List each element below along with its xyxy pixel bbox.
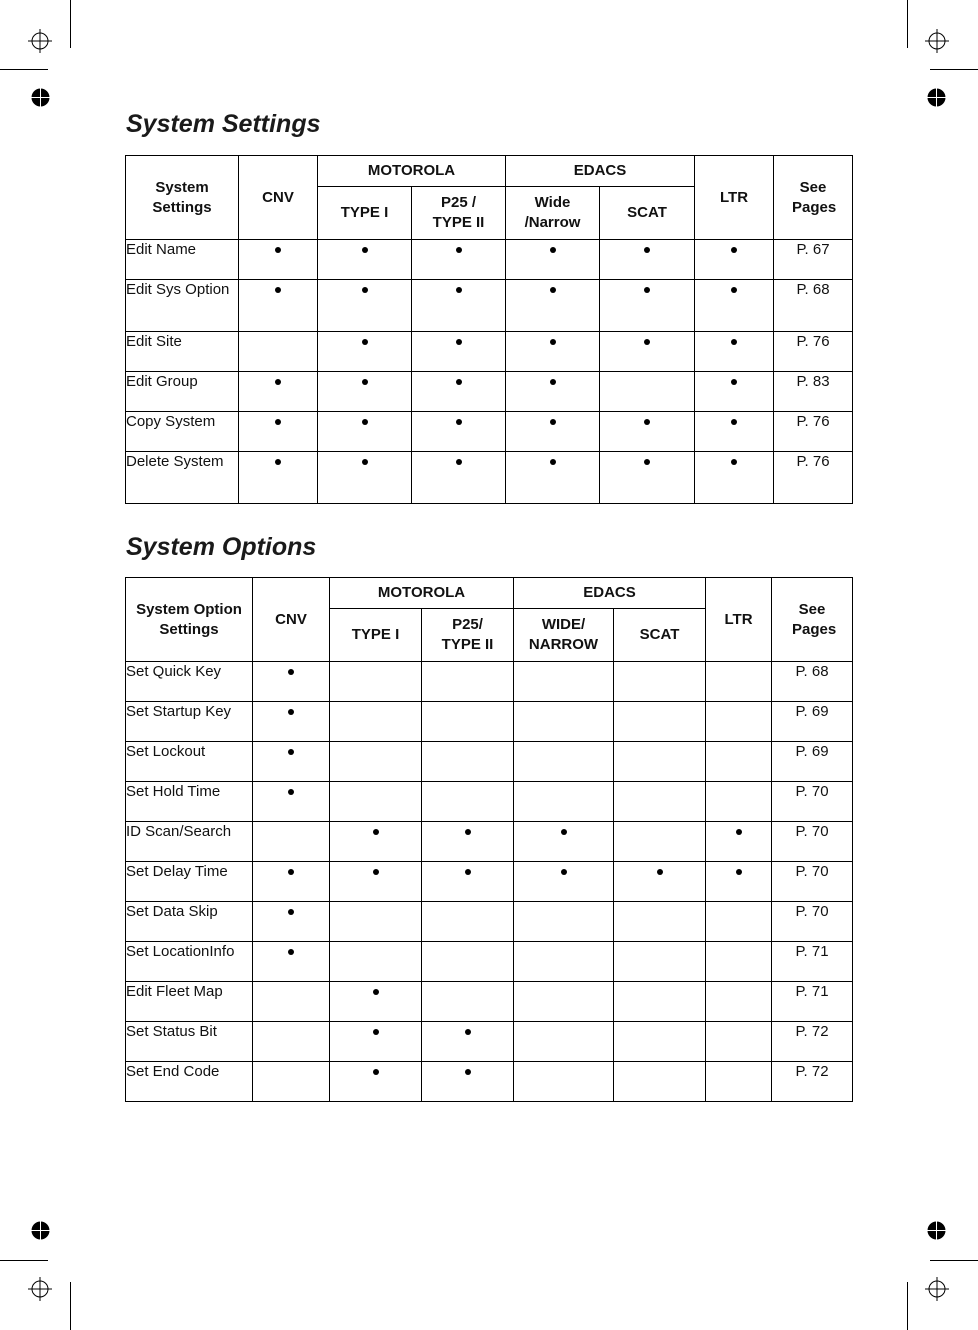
row-label: Set Delay Time	[126, 862, 253, 902]
header-edacs: EDACS	[506, 156, 695, 187]
row-label: Edit Name	[126, 240, 239, 280]
support-cell	[412, 240, 506, 280]
table-row	[126, 942, 853, 982]
header-cnv: CNV	[239, 156, 318, 240]
table-row	[126, 902, 853, 942]
support-cell	[506, 280, 600, 332]
support-cell	[239, 452, 318, 504]
header-ltr: LTR	[695, 156, 774, 240]
support-cell	[514, 1062, 614, 1102]
supported-dot-icon	[550, 419, 556, 425]
supported-dot-icon	[362, 379, 368, 385]
header-p25-type-2: P25 / TYPE II	[412, 187, 506, 240]
supported-dot-icon	[465, 1029, 471, 1035]
support-cell	[318, 372, 412, 412]
supported-dot-icon	[456, 419, 462, 425]
support-cell	[506, 332, 600, 372]
support-cell	[422, 662, 514, 702]
header-system-settings: System Settings	[126, 156, 239, 240]
support-cell	[600, 240, 695, 280]
row-label: Edit Site	[126, 332, 239, 372]
header-motorola: MOTOROLA	[318, 156, 506, 187]
page-reference: P. 76	[774, 332, 853, 372]
support-cell	[514, 742, 614, 782]
page-reference: P. 76	[774, 412, 853, 452]
support-cell	[422, 1022, 514, 1062]
page-reference: P. 72	[772, 1022, 853, 1062]
page-reference: P. 70	[772, 782, 853, 822]
supported-dot-icon	[456, 247, 462, 253]
table-row	[126, 702, 853, 742]
support-cell	[695, 412, 774, 452]
supported-dot-icon	[550, 339, 556, 345]
support-cell	[706, 942, 772, 982]
page-reference: P. 70	[772, 902, 853, 942]
support-cell	[253, 902, 330, 942]
support-cell	[614, 662, 706, 702]
supported-dot-icon	[644, 459, 650, 465]
support-cell	[706, 662, 772, 702]
support-cell	[514, 902, 614, 942]
table-row	[126, 1022, 853, 1062]
support-cell	[330, 1022, 422, 1062]
support-cell	[253, 782, 330, 822]
support-cell	[422, 862, 514, 902]
support-cell	[330, 982, 422, 1022]
registration-dot-icon	[31, 88, 50, 107]
supported-dot-icon	[550, 459, 556, 465]
support-cell	[239, 412, 318, 452]
support-cell	[330, 902, 422, 942]
row-label: Set LocationInfo	[126, 942, 253, 982]
support-cell	[514, 1022, 614, 1062]
support-cell	[318, 280, 412, 332]
support-cell	[706, 1022, 772, 1062]
support-cell	[506, 452, 600, 504]
support-cell	[514, 862, 614, 902]
support-cell	[422, 702, 514, 742]
registration-target-icon	[28, 29, 52, 53]
support-cell	[412, 452, 506, 504]
supported-dot-icon	[362, 419, 368, 425]
header-wide-narrow: WIDE/ NARROW	[514, 609, 614, 662]
support-cell	[253, 1062, 330, 1102]
table-row	[126, 982, 853, 1022]
support-cell	[514, 702, 614, 742]
support-cell	[253, 742, 330, 782]
page-reference: P. 83	[774, 372, 853, 412]
supported-dot-icon	[561, 869, 567, 875]
supported-dot-icon	[373, 989, 379, 995]
row-label: Set Lockout	[126, 742, 253, 782]
support-cell	[422, 782, 514, 822]
support-cell	[614, 702, 706, 742]
supported-dot-icon	[275, 287, 281, 293]
support-cell	[253, 982, 330, 1022]
support-cell	[422, 902, 514, 942]
row-label: Copy System	[126, 412, 239, 452]
header-type-1: TYPE I	[330, 609, 422, 662]
supported-dot-icon	[373, 829, 379, 835]
support-cell	[506, 372, 600, 412]
page-reference: P. 70	[772, 862, 853, 902]
support-cell	[706, 862, 772, 902]
supported-dot-icon	[456, 379, 462, 385]
header-edacs: EDACS	[514, 578, 706, 609]
support-cell	[253, 942, 330, 982]
support-cell	[412, 412, 506, 452]
support-cell	[695, 372, 774, 412]
support-cell	[614, 742, 706, 782]
support-cell	[614, 1062, 706, 1102]
page-reference: P. 76	[774, 452, 853, 504]
supported-dot-icon	[373, 1069, 379, 1075]
support-cell	[600, 452, 695, 504]
support-cell	[330, 942, 422, 982]
support-cell	[514, 782, 614, 822]
support-cell	[253, 822, 330, 862]
support-cell	[706, 982, 772, 1022]
support-cell	[706, 822, 772, 862]
supported-dot-icon	[465, 1069, 471, 1075]
supported-dot-icon	[275, 379, 281, 385]
support-cell	[330, 662, 422, 702]
row-label: Set End Code	[126, 1062, 253, 1102]
header-system-option-settings: System Option Settings	[126, 578, 253, 662]
supported-dot-icon	[275, 459, 281, 465]
supported-dot-icon	[644, 339, 650, 345]
header-wide-narrow: Wide /Narrow	[506, 187, 600, 240]
support-cell	[412, 332, 506, 372]
supported-dot-icon	[362, 247, 368, 253]
supported-dot-icon	[288, 669, 294, 675]
supported-dot-icon	[373, 1029, 379, 1035]
header-cnv: CNV	[253, 578, 330, 662]
page-reference: P. 68	[774, 280, 853, 332]
supported-dot-icon	[731, 247, 737, 253]
support-cell	[514, 982, 614, 1022]
supported-dot-icon	[465, 829, 471, 835]
header-p25-type-2: P25/ TYPE II	[422, 609, 514, 662]
support-cell	[422, 822, 514, 862]
support-cell	[514, 942, 614, 982]
supported-dot-icon	[288, 869, 294, 875]
supported-dot-icon	[657, 869, 663, 875]
page-reference: P. 68	[772, 662, 853, 702]
support-cell	[600, 372, 695, 412]
support-cell	[239, 332, 318, 372]
supported-dot-icon	[731, 379, 737, 385]
supported-dot-icon	[456, 339, 462, 345]
supported-dot-icon	[644, 287, 650, 293]
support-cell	[706, 742, 772, 782]
support-cell	[239, 240, 318, 280]
supported-dot-icon	[362, 339, 368, 345]
support-cell	[330, 782, 422, 822]
row-label: Edit Group	[126, 372, 239, 412]
options-section-title: System Options	[126, 533, 317, 561]
registration-target-icon	[925, 29, 949, 53]
table-row	[126, 452, 853, 504]
table-row	[126, 280, 853, 332]
registration-dot-icon	[927, 88, 946, 107]
table-row	[126, 662, 853, 702]
supported-dot-icon	[736, 829, 742, 835]
row-label: Set Quick Key	[126, 662, 253, 702]
table-row	[126, 240, 853, 280]
table-row	[126, 372, 853, 412]
support-cell	[422, 942, 514, 982]
system-options-table	[125, 577, 853, 1102]
support-cell	[706, 702, 772, 742]
support-cell	[253, 702, 330, 742]
support-cell	[422, 742, 514, 782]
support-cell	[239, 372, 318, 412]
page-reference: P. 70	[772, 822, 853, 862]
support-cell	[239, 280, 318, 332]
header-see-pages: See Pages	[774, 156, 853, 240]
support-cell	[330, 702, 422, 742]
support-cell	[318, 412, 412, 452]
supported-dot-icon	[288, 749, 294, 755]
support-cell	[706, 782, 772, 822]
support-cell	[318, 452, 412, 504]
registration-target-icon	[28, 1277, 52, 1301]
support-cell	[330, 822, 422, 862]
support-cell	[600, 412, 695, 452]
supported-dot-icon	[275, 247, 281, 253]
support-cell	[614, 942, 706, 982]
support-cell	[506, 240, 600, 280]
header-motorola: MOTOROLA	[330, 578, 514, 609]
page-reference: P. 67	[774, 240, 853, 280]
supported-dot-icon	[550, 287, 556, 293]
supported-dot-icon	[288, 789, 294, 795]
support-cell	[600, 280, 695, 332]
support-cell	[514, 662, 614, 702]
supported-dot-icon	[736, 869, 742, 875]
header-scat: SCAT	[614, 609, 706, 662]
support-cell	[600, 332, 695, 372]
supported-dot-icon	[550, 247, 556, 253]
supported-dot-icon	[362, 287, 368, 293]
settings-table-body	[126, 240, 853, 504]
header-see-pages: See Pages	[772, 578, 853, 662]
supported-dot-icon	[550, 379, 556, 385]
supported-dot-icon	[731, 287, 737, 293]
support-cell	[695, 452, 774, 504]
row-label: ID Scan/Search	[126, 822, 253, 862]
support-cell	[614, 902, 706, 942]
support-cell	[614, 982, 706, 1022]
row-label: Set Status Bit	[126, 1022, 253, 1062]
support-cell	[330, 742, 422, 782]
supported-dot-icon	[456, 287, 462, 293]
supported-dot-icon	[644, 247, 650, 253]
support-cell	[318, 240, 412, 280]
support-cell	[253, 862, 330, 902]
table-row	[126, 1062, 853, 1102]
row-label: Edit Sys Option	[126, 280, 239, 332]
support-cell	[330, 1062, 422, 1102]
row-label: Delete System	[126, 452, 239, 504]
support-cell	[412, 372, 506, 412]
page-reference: P. 72	[772, 1062, 853, 1102]
registration-dot-icon	[927, 1221, 946, 1240]
table-row	[126, 412, 853, 452]
supported-dot-icon	[362, 459, 368, 465]
supported-dot-icon	[465, 869, 471, 875]
support-cell	[695, 280, 774, 332]
row-label: Set Startup Key	[126, 702, 253, 742]
registration-target-icon	[925, 1277, 949, 1301]
supported-dot-icon	[561, 829, 567, 835]
supported-dot-icon	[373, 869, 379, 875]
header-type-1: TYPE I	[318, 187, 412, 240]
page-reference: P. 71	[772, 942, 853, 982]
supported-dot-icon	[275, 419, 281, 425]
page-reference: P. 71	[772, 982, 853, 1022]
row-label: Set Hold Time	[126, 782, 253, 822]
supported-dot-icon	[288, 709, 294, 715]
supported-dot-icon	[288, 909, 294, 915]
supported-dot-icon	[731, 419, 737, 425]
table-row	[126, 332, 853, 372]
support-cell	[422, 1062, 514, 1102]
settings-section-title: System Settings	[126, 110, 321, 138]
support-cell	[412, 280, 506, 332]
table-row	[126, 782, 853, 822]
supported-dot-icon	[731, 459, 737, 465]
system-settings-table	[125, 155, 853, 504]
row-label: Edit Fleet Map	[126, 982, 253, 1022]
supported-dot-icon	[456, 459, 462, 465]
support-cell	[422, 982, 514, 1022]
support-cell	[706, 902, 772, 942]
page-reference: P. 69	[772, 742, 853, 782]
support-cell	[614, 822, 706, 862]
options-table-body	[126, 662, 853, 1102]
header-ltr: LTR	[706, 578, 772, 662]
support-cell	[253, 662, 330, 702]
header-scat: SCAT	[600, 187, 695, 240]
support-cell	[330, 862, 422, 902]
registration-dot-icon	[31, 1221, 50, 1240]
table-row	[126, 862, 853, 902]
supported-dot-icon	[731, 339, 737, 345]
table-row	[126, 822, 853, 862]
support-cell	[695, 332, 774, 372]
support-cell	[695, 240, 774, 280]
support-cell	[614, 1022, 706, 1062]
table-row	[126, 742, 853, 782]
support-cell	[253, 1022, 330, 1062]
support-cell	[614, 782, 706, 822]
row-label: Set Data Skip	[126, 902, 253, 942]
page-reference: P. 69	[772, 702, 853, 742]
support-cell	[318, 332, 412, 372]
supported-dot-icon	[288, 949, 294, 955]
support-cell	[614, 862, 706, 902]
support-cell	[514, 822, 614, 862]
supported-dot-icon	[644, 419, 650, 425]
support-cell	[706, 1062, 772, 1102]
support-cell	[506, 412, 600, 452]
